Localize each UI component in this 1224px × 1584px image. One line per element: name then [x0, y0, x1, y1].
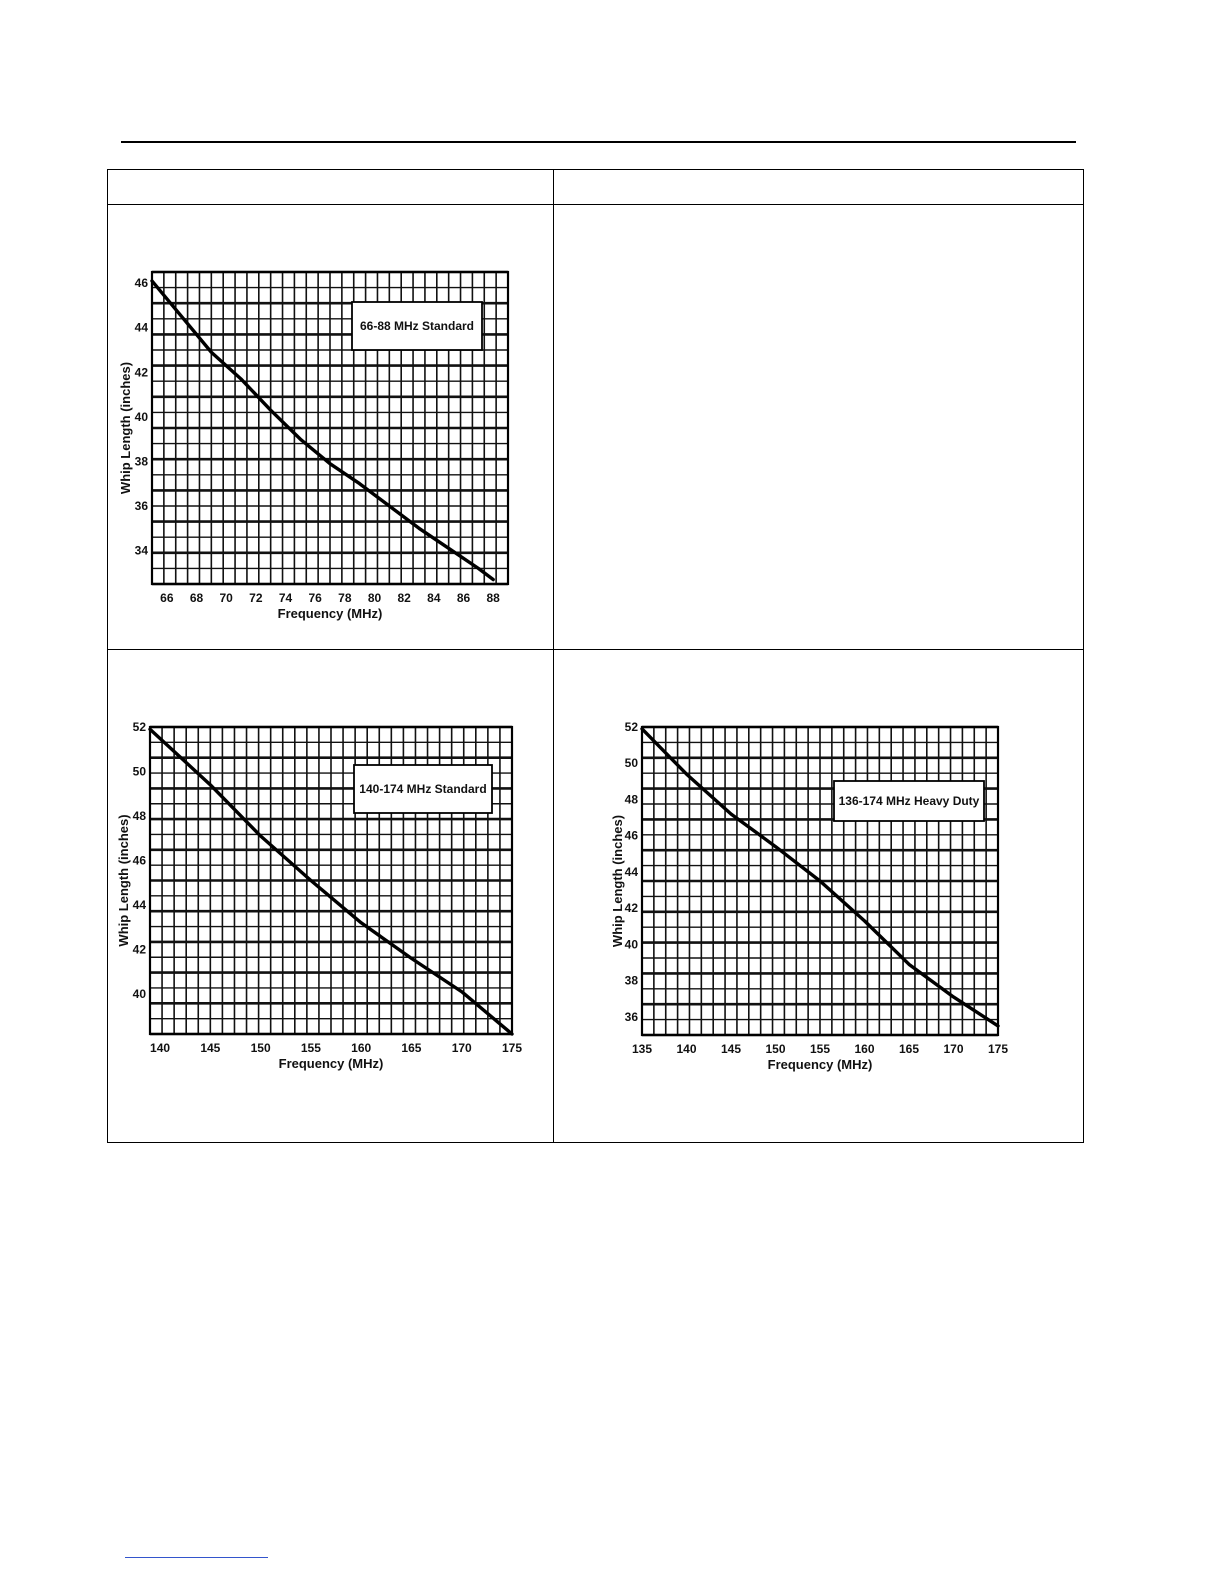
- y-axis-label: Whip Length (inches): [610, 814, 625, 948]
- x-tick-label: 150: [250, 1041, 271, 1055]
- x-tick-label: 165: [401, 1041, 422, 1055]
- x-tick-label: 160: [351, 1041, 372, 1055]
- y-tick-label: 40: [134, 409, 148, 424]
- y-tick-label: 48: [624, 792, 638, 807]
- y-tick-label: 44: [132, 897, 146, 912]
- header-cell-right: [554, 170, 1084, 205]
- chart-136-174-heavy-duty: [610, 720, 1034, 1092]
- y-tick-label: 50: [624, 756, 638, 771]
- y-tick-label: 36: [134, 499, 148, 513]
- x-tick-label: 78: [338, 591, 352, 605]
- x-tick-label: 165: [898, 1042, 920, 1056]
- cell-chart-140-174: [108, 650, 554, 1143]
- x-tick-label: 72: [249, 591, 263, 605]
- x-tick-label: 175: [987, 1042, 1009, 1056]
- y-axis-label: Whip Length (inches): [118, 361, 133, 495]
- y-tick-label: 40: [624, 937, 638, 952]
- y-tick-label: 42: [134, 365, 148, 380]
- x-tick-label: 88: [486, 591, 500, 605]
- y-tick-label: 40: [132, 986, 146, 1001]
- legend-label: 140-174 MHz Standard: [359, 782, 487, 796]
- x-tick-label: 135: [631, 1042, 653, 1056]
- header-cell-left: [108, 170, 554, 205]
- y-tick-label: 50: [132, 764, 146, 779]
- chart-140-174-standard: [116, 720, 545, 1092]
- top-rule: [121, 141, 1076, 143]
- x-tick-label: 155: [809, 1042, 831, 1056]
- legend-label: 136-174 MHz Heavy Duty: [838, 794, 980, 808]
- x-tick-label: 145: [720, 1042, 742, 1056]
- x-tick-label: 86: [456, 591, 471, 605]
- y-tick-label: 52: [132, 720, 146, 734]
- y-tick-label: 34: [134, 543, 148, 558]
- y-tick-label: 46: [624, 828, 638, 843]
- y-tick-label: 48: [132, 808, 146, 823]
- y-tick-label: 38: [134, 454, 148, 469]
- y-tick-label: 46: [132, 853, 146, 868]
- x-tick-label: 70: [219, 591, 233, 605]
- x-tick-label: 155: [300, 1041, 321, 1055]
- x-tick-label: 140: [150, 1041, 171, 1055]
- x-tick-label: 66: [160, 591, 174, 605]
- y-tick-label: 44: [134, 320, 148, 335]
- chart-table: [107, 169, 1084, 1143]
- x-tick-label: 150: [765, 1042, 786, 1056]
- x-tick-label: 145: [200, 1041, 221, 1055]
- y-axis-label: Whip Length (inches): [116, 814, 131, 947]
- x-tick-label: 170: [451, 1041, 472, 1055]
- y-tick-label: 42: [132, 942, 146, 957]
- x-tick-label: 74: [278, 591, 293, 605]
- legend-label: 66-88 MHz Standard: [359, 319, 475, 333]
- x-tick-label: 170: [943, 1042, 964, 1056]
- cell-chart-66-88: [108, 205, 554, 650]
- x-tick-label: 140: [676, 1042, 697, 1056]
- cell-empty: [554, 205, 1084, 650]
- x-axis-label: Frequency (MHz): [277, 606, 383, 621]
- y-tick-label: 52: [624, 720, 638, 734]
- y-tick-label: 44: [624, 864, 638, 879]
- x-tick-label: 82: [397, 591, 411, 605]
- y-tick-label: 38: [624, 973, 638, 988]
- x-tick-label: 76: [308, 591, 322, 605]
- cell-chart-136-174: [554, 650, 1084, 1143]
- x-axis-label: Frequency (MHz): [767, 1057, 873, 1072]
- x-tick-label: 160: [854, 1042, 875, 1056]
- y-tick-label: 46: [134, 276, 148, 291]
- x-tick-label: 68: [189, 591, 204, 605]
- chart-66-88-standard: [118, 260, 542, 630]
- y-tick-label: 42: [624, 901, 638, 916]
- x-tick-label: 175: [501, 1041, 523, 1055]
- x-axis-label: Frequency (MHz): [278, 1056, 384, 1071]
- x-tick-label: 80: [367, 591, 382, 605]
- footer-link-underline: [125, 1557, 268, 1558]
- y-tick-label: 36: [624, 1009, 638, 1024]
- x-tick-label: 84: [427, 591, 441, 605]
